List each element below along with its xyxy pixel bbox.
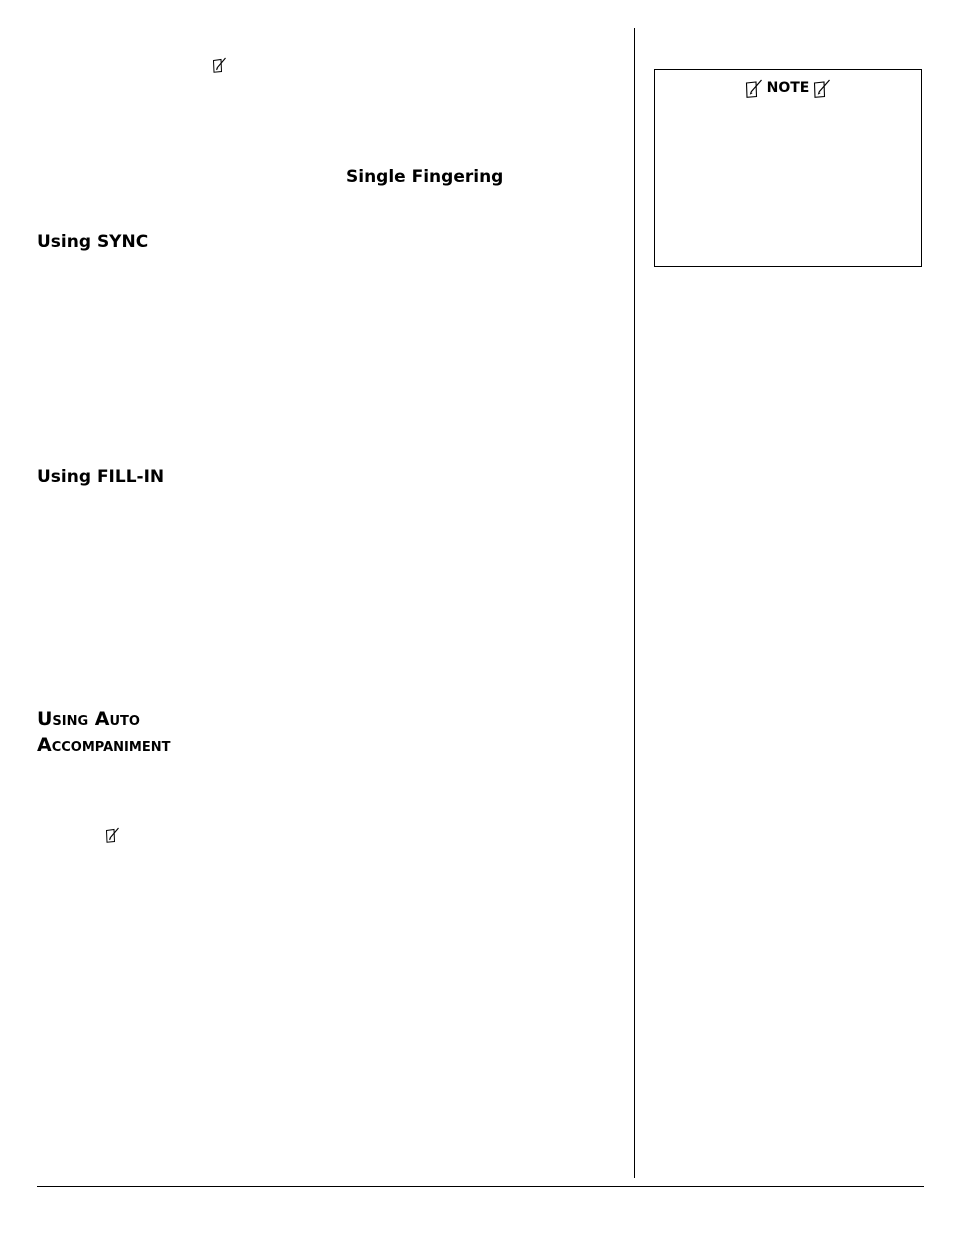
footer-rule <box>37 1186 924 1187</box>
note-pad-icon <box>813 79 831 98</box>
single-fingering-heading: Single Fingering <box>346 167 504 187</box>
using-fill-in-heading: Using FILL-IN <box>37 467 165 487</box>
note-title <box>655 78 921 98</box>
using-auto-accompaniment-heading-line2: Accompaniment <box>37 734 171 756</box>
note-label: NOTE <box>766 80 810 96</box>
using-auto-accompaniment-heading-line1: Using Auto <box>37 708 140 730</box>
using-sync-heading: Using SYNC <box>37 232 149 252</box>
note-pad-icon <box>212 57 227 73</box>
note-pad-icon <box>745 79 763 98</box>
note-pad-icon <box>105 827 120 843</box>
note-box <box>654 69 922 267</box>
column-divider <box>634 28 635 1178</box>
